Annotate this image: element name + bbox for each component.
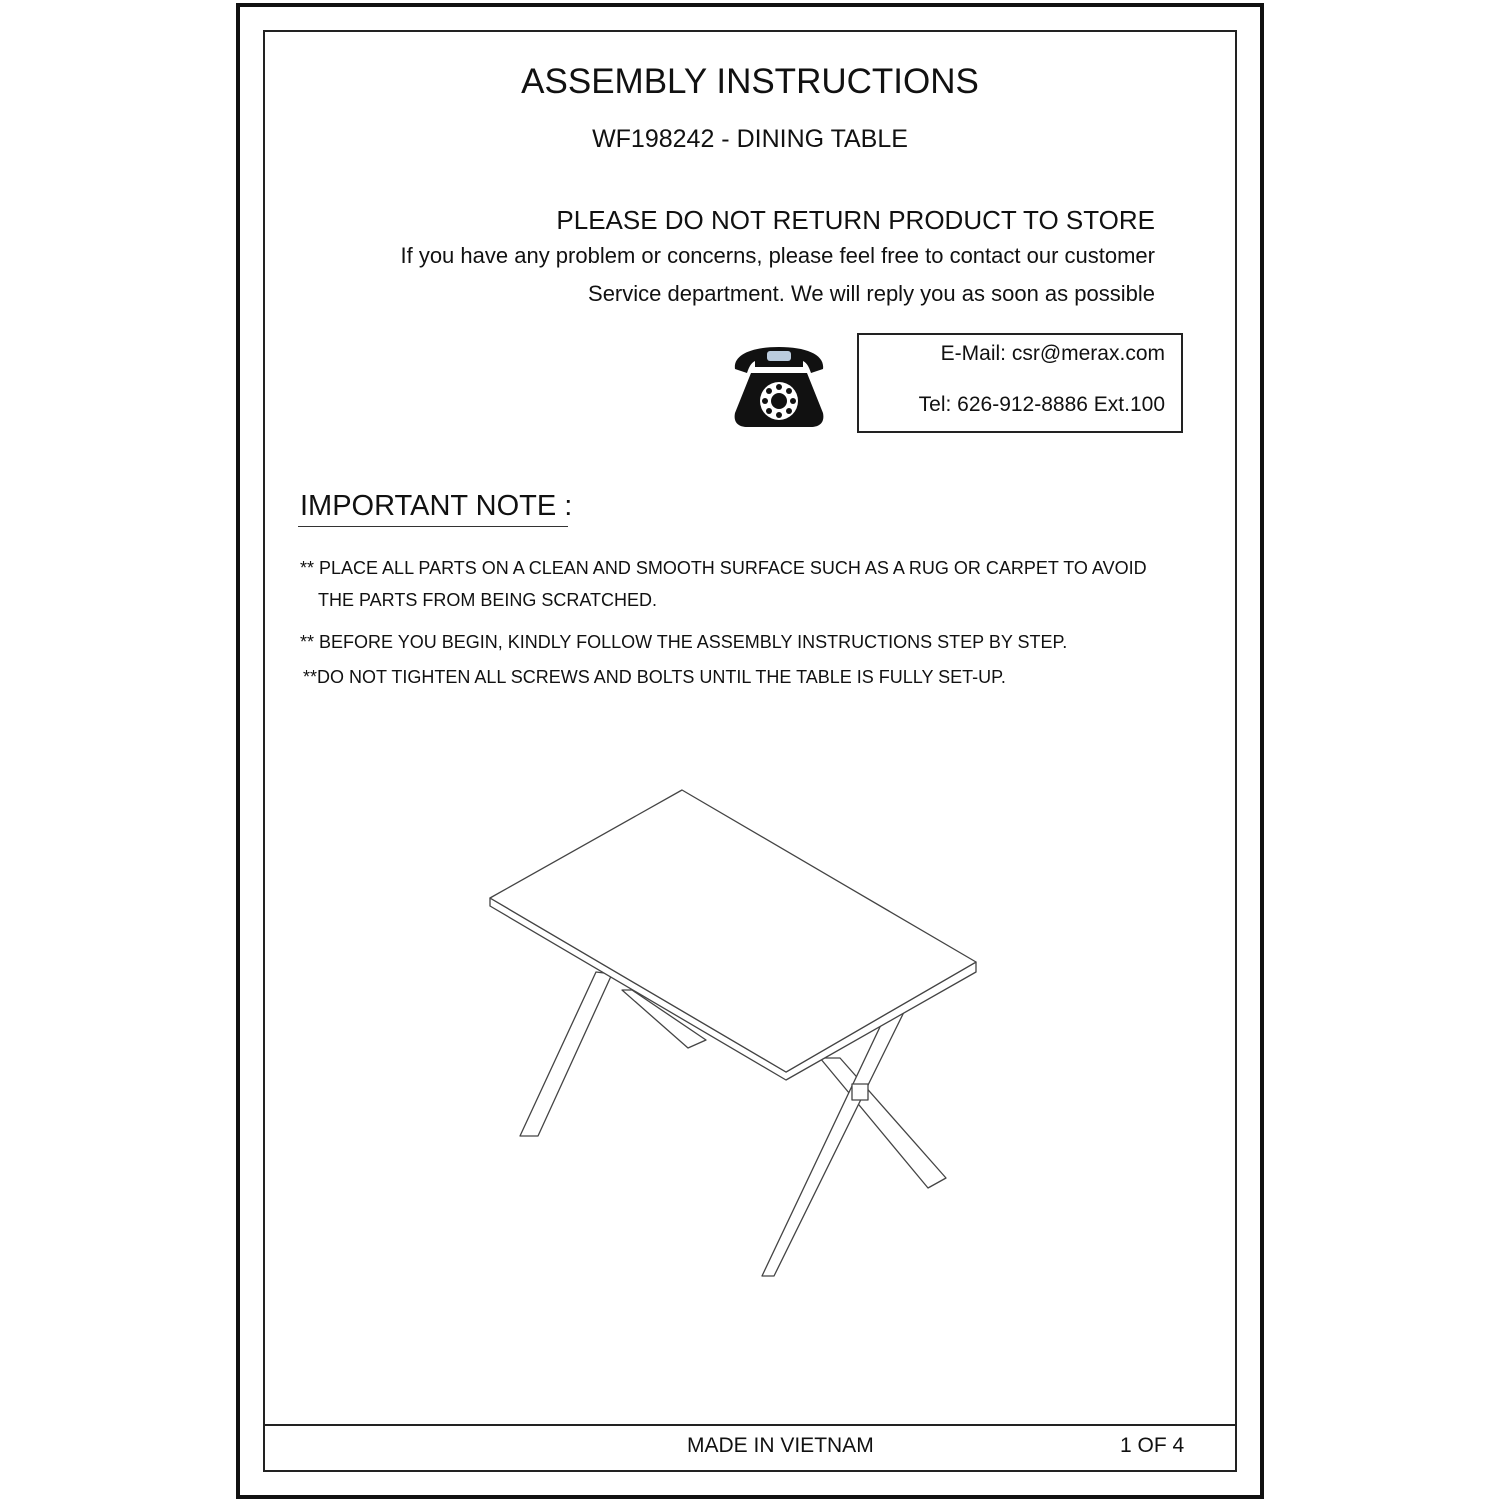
telephone-icon	[729, 343, 829, 429]
note-2: ** BEFORE YOU BEGIN, KINDLY FOLLOW THE ASSEMBLY INSTRUCTIONS STEP BY STEP.	[300, 632, 1068, 652]
important-note-heading: IMPORTANT NOTE :	[300, 490, 573, 522]
contact-text-line2: Service department. We will reply you as soon as possible	[588, 281, 1155, 306]
footer-divider	[265, 1424, 1235, 1426]
heading-underline	[298, 526, 568, 527]
note-1-line2: THE PARTS FROM BEING SCRATCHED.	[318, 590, 658, 610]
page-number: 1 OF 4	[1120, 1434, 1185, 1457]
note-3: **DO NOT TIGHTEN ALL SCREWS AND BOLTS UNTIL THE TABLE IS FULLY SET-UP.	[303, 667, 1006, 687]
origin-label: MADE IN VIETNAM	[687, 1434, 874, 1457]
product-subtitle: WF198242 - DINING TABLE	[592, 125, 908, 153]
email-address: E-Mail: csr@merax.com	[940, 342, 1165, 365]
telephone-number: Tel: 626-912-8886 Ext.100	[918, 393, 1165, 416]
dining-table-illustration	[480, 780, 990, 1290]
note-1-line1: ** PLACE ALL PARTS ON A CLEAN AND SMOOTH SURFACE SUCH AS A RUG OR CARPET TO AVOID	[300, 558, 1147, 578]
contact-text-line1: If you have any problem or concerns, please feel free to contact our customer	[400, 243, 1155, 268]
return-notice: PLEASE DO NOT RETURN PRODUCT TO STORE	[556, 205, 1155, 235]
document-title: ASSEMBLY INSTRUCTIONS	[521, 62, 979, 101]
